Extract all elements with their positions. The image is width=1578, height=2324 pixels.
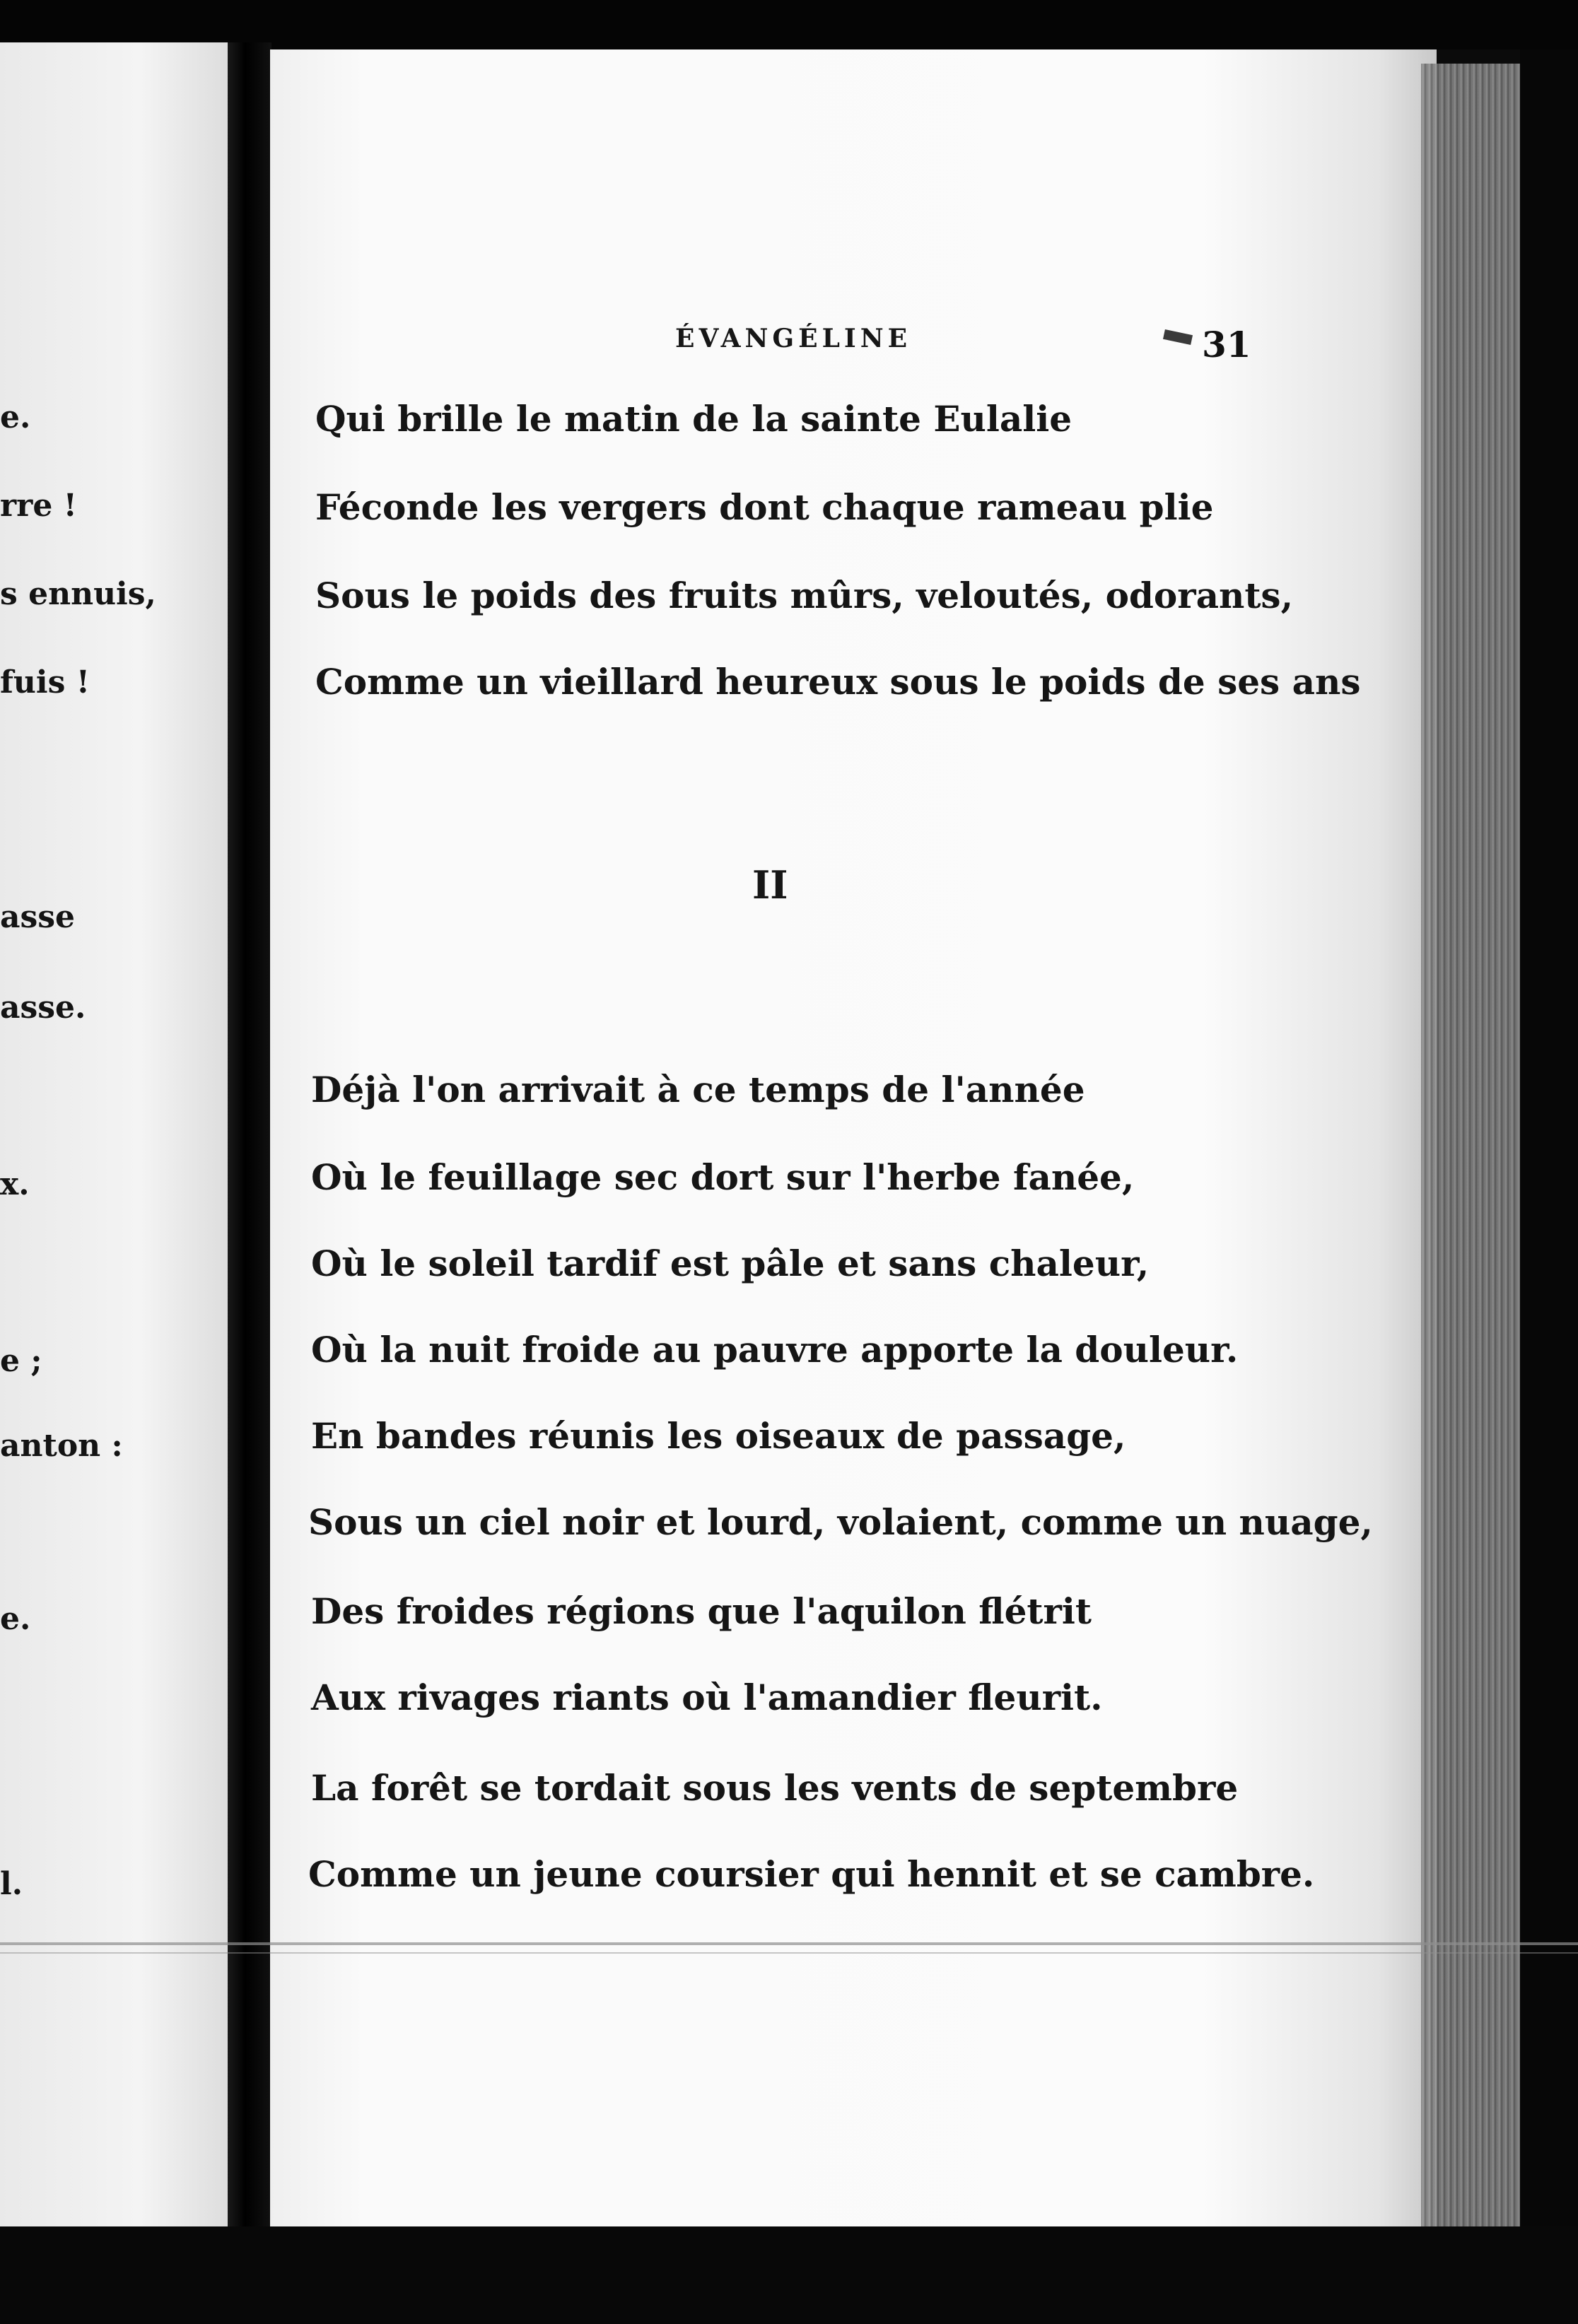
verse-line: Comme un vieillard heureux sous le poids de ses ans	[315, 661, 1361, 703]
verse-line: Où le soleil tardif est pâle et sans chaleur,	[311, 1243, 1150, 1284]
left-fragment: fuis !	[0, 664, 90, 700]
film-frame-bottom	[0, 2226, 1578, 2324]
verse-line: Déjà l'on arrivait à ce temps de l'année	[311, 1069, 1085, 1110]
verse-line: Sous le poids des fruits mûrs, veloutés, odorants,	[315, 575, 1293, 616]
left-fragment: asse	[0, 899, 76, 935]
microfilm-scratch	[0, 1942, 1578, 1945]
left-fragment: s ennuis,	[0, 576, 156, 612]
left-fragment: anton :	[0, 1428, 123, 1464]
running-head: ÉVANGÉLINE	[675, 324, 912, 353]
verse-line: Comme un jeune coursier qui hennit et se cambre.	[308, 1853, 1315, 1895]
verse-line: Où la nuit froide au pauvre apporte la douleur.	[311, 1329, 1239, 1371]
left-fragment: rre !	[0, 488, 77, 524]
verse-line: Sous un ciel noir et lourd, volaient, comme un nuage,	[308, 1501, 1373, 1543]
edge-shadow	[1520, 49, 1578, 2241]
verse-line: En bandes réunis les oiseaux de passage,	[311, 1415, 1126, 1457]
verse-line: Féconde les vergers dont chaque rameau plie	[315, 486, 1214, 528]
left-fragment: e ;	[0, 1343, 42, 1379]
section-numeral: II	[752, 862, 788, 908]
verse-line: Qui brille le matin de la sainte Eulalie	[315, 398, 1073, 440]
microfilm-scratch	[0, 1952, 1578, 1954]
left-fragment: e.	[0, 399, 31, 435]
verse-line: Où le feuillage sec dort sur l'herbe fanée,	[311, 1156, 1135, 1198]
verse-line: La forêt se tordait sous les vents de septembre	[311, 1767, 1239, 1809]
verse-line: Des froides régions que l'aquilon flétrit	[311, 1590, 1092, 1632]
page-edges	[1421, 64, 1527, 2241]
left-fragment: l.	[0, 1866, 23, 1902]
book-gutter	[228, 42, 271, 2234]
left-fragment: x.	[0, 1166, 30, 1202]
left-page	[0, 42, 233, 2226]
left-fragment: e.	[0, 1601, 31, 1637]
page-number: 31	[1202, 324, 1251, 365]
right-page	[270, 49, 1437, 2226]
left-fragment: asse.	[0, 990, 86, 1026]
verse-line: Aux rivages riants où l'amandier fleurit.	[311, 1677, 1103, 1718]
